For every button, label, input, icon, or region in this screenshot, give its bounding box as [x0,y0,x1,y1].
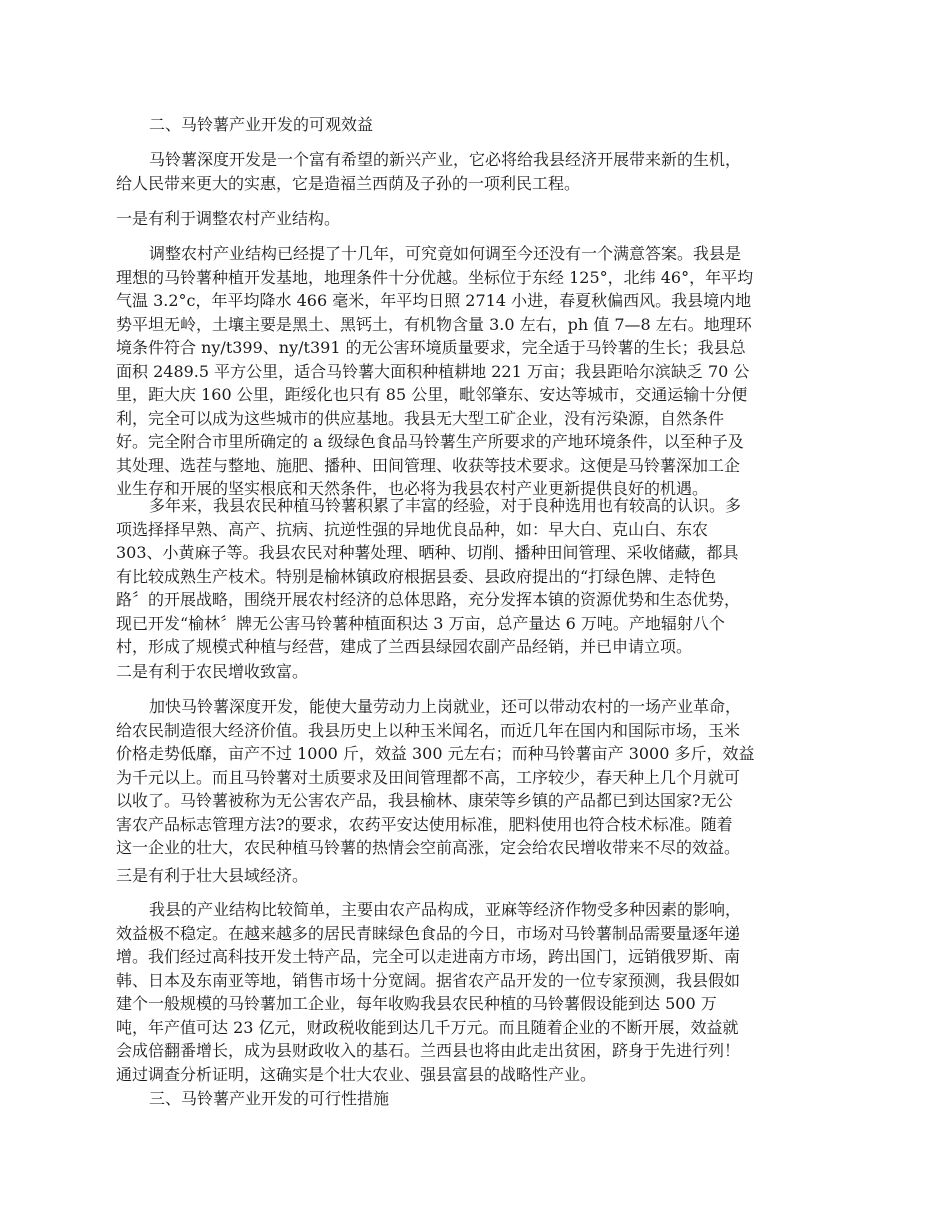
text-line: 给农民制造很大经济价值。我县历史上以种玉米闻名，而近几年在国内和国际市场，玉米 [116,720,741,740]
text-line: 境条件符合 ny/t399、ny/t391 的无公害环境质量要求，完全适于马铃薯的生长；我县总 [116,338,746,357]
text-line: 调整农村产业结构已经提了十几年，可究竟如何调至今还没有一个满意答案。我县是 [149,244,742,263]
text-line: 势平坦无岭，土壤主要是黑土、黑钙土，有机物含量 3.0 左右，ph 值 7—8 左右。地理环 [116,314,752,334]
paragraph-experience [116,494,840,659]
text-line: 利，完全可以成为这些城市的供应基地。我县无大型工矿企业，没有污染源，自然条件 [116,408,725,428]
text-line: 通过调查分析证明，这确实是个壮大农业、强县富县的战略性产业。 [116,1064,597,1084]
text-line: 这一企业的壮大，农民种植马铃薯的热情会空前高涨，定会给农民增收带来不尽的效益。 [116,838,741,857]
text-line: 有比较成熟生产枝术。特别是榆林镇政府根据县委、县政府提出的“打绿色牌、走特色 [116,566,717,586]
text-line: 增。我们经过高科技开发土特产品，完全可以走进南方市场，跨出国门，远销俄罗斯、南 [116,947,741,966]
text-line: 给人民带来更大的实惠，它是造福兰西荫及子孙的一项利民工程。 [116,173,581,193]
subheading-2: 二是有利于农民增收致富。 [116,662,309,681]
paragraph-income [116,695,840,860]
text-line: 好。完全附合市里所确定的 a 级绿色食品马铃薯生产所要求的产地环境条件，以至种子及 [116,432,744,451]
text-line: 村，形成了规模式种植与经营，建成了兰西县绿园农副产品经销，并已申请立项。 [116,637,693,656]
text-line: 多年来，我县农民种植马铃薯积累了丰富的经验，对于良种选用也有较高的认识。多 [149,496,742,515]
subheading-1: 一是有利于调整农村产业结构。 [116,209,341,228]
text-line: 项选择择早熟、高产、抗病、抗逆性强的异地优良品种，如：早大白、克山白、东农 [116,519,709,539]
text-line: 韩、日本及东南亚等地，销售市场十分宽阔。据省农产品开发的一位专家预测，我县假如 [116,970,741,990]
text-line: 为千元以上。而且马铃薯对土质要求及田间管理都不高，工序较少，春天种上几个月就可 [116,767,741,787]
section-heading-2: 二、马铃薯产业开发的可观效益 [149,115,374,134]
paragraph-structure [116,242,840,501]
text-line: 会成倍翻番增长，成为县财政收入的基石。兰西县也将由此走出贫困，跻身于先进行列！ [116,1041,741,1060]
section-heading-3: 三、马铃薯产业开发的可行性措施 [149,1089,390,1108]
text-line: 吨，年产值可达 23 亿元，财政税收能到达几千万元。而且随着企业的不断开展，效益就 [116,1017,739,1037]
text-line: 我县的产业结构比较简单，主要由农产品构成，亚麻等经济作物受多种因素的影响， [149,900,742,919]
text-line: 路〞的开展战略，围绕开展农村经济的总体思路，充分发挥本镇的资源优势和生态优势， [116,590,741,609]
text-line: 其处理、选茬与整地、施肥、播种、田间管理、收获等技术要求。这便是马铃薯深加工企 [116,455,741,475]
text-line: 里，距大庆 160 公里，距绥化也只有 85 公里，毗邻肇东、安达等城市，交通运输十分便 [116,385,748,404]
text-line: 效益极不稳定。在越来越多的居民青睐绿色食品的今日，市场对马铃薯制品需要量逐年递 [116,923,741,943]
text-line: 303、小黄麻子等。我县农民对种薯处理、晒种、切削、播种田间管理、采收储藏，都具 [116,543,739,562]
text-line: 马铃薯深度开发是一个富有希望的新兴产业，它必将给我县经济开展带来新的生机， [149,150,742,169]
text-line: 理想的马铃薯种植开发基地，地理条件十分优越。坐标位于东经 125°，北纬 46°，年平均 [116,267,754,287]
paragraph-intro [116,148,840,195]
paragraph-county-economy [116,898,840,1086]
text-line: 害农产品标志管理方法?的要求，农药平安达使用标准，肥料使用也符合枝术标准。随着 [116,814,733,834]
text-line: 现已开发“榆林〞牌无公害马铃薯种植面积达 3 万亩，总产量达 6 万吨。产地辐射八个 [116,613,725,633]
subheading-3: 三是有利于壮大县域经济。 [116,866,309,885]
text-line: 建个一般规模的马铃薯加工企业，每年收购我县农民种植的马铃薯假设能到达 500 万 [116,994,717,1013]
text-line: 价格走势低靡，亩产不过 1000 斤，效益 300 元左右；而种马铃薯亩产 3000 多斤，效益 [116,744,755,763]
text-line: 业生存和开展的坚实根底和天然条件，也必将为我县农村产业更新提供良好的机遇。 [116,479,709,498]
text-line: 气温 3.2°c，年平均降水 466 毫米，年平均日照 2714 小进，春夏秋偏西风。我县境内地 [116,291,752,310]
text-line: 加快马铃薯深度开发，能使大量劳动力上岗就业，还可以带动农村的一场产业革命， [149,697,742,716]
text-line: 面积 2489.5 平方公里，适合马铃薯大面积种植耕地 221 万亩；我县距哈尔滨缺乏 70 公 [116,361,750,381]
text-line: 以收了。马铃薯被称为无公害农产品，我县榆林、康荣等乡镇的产品都已到达国家?无公 [116,791,733,810]
